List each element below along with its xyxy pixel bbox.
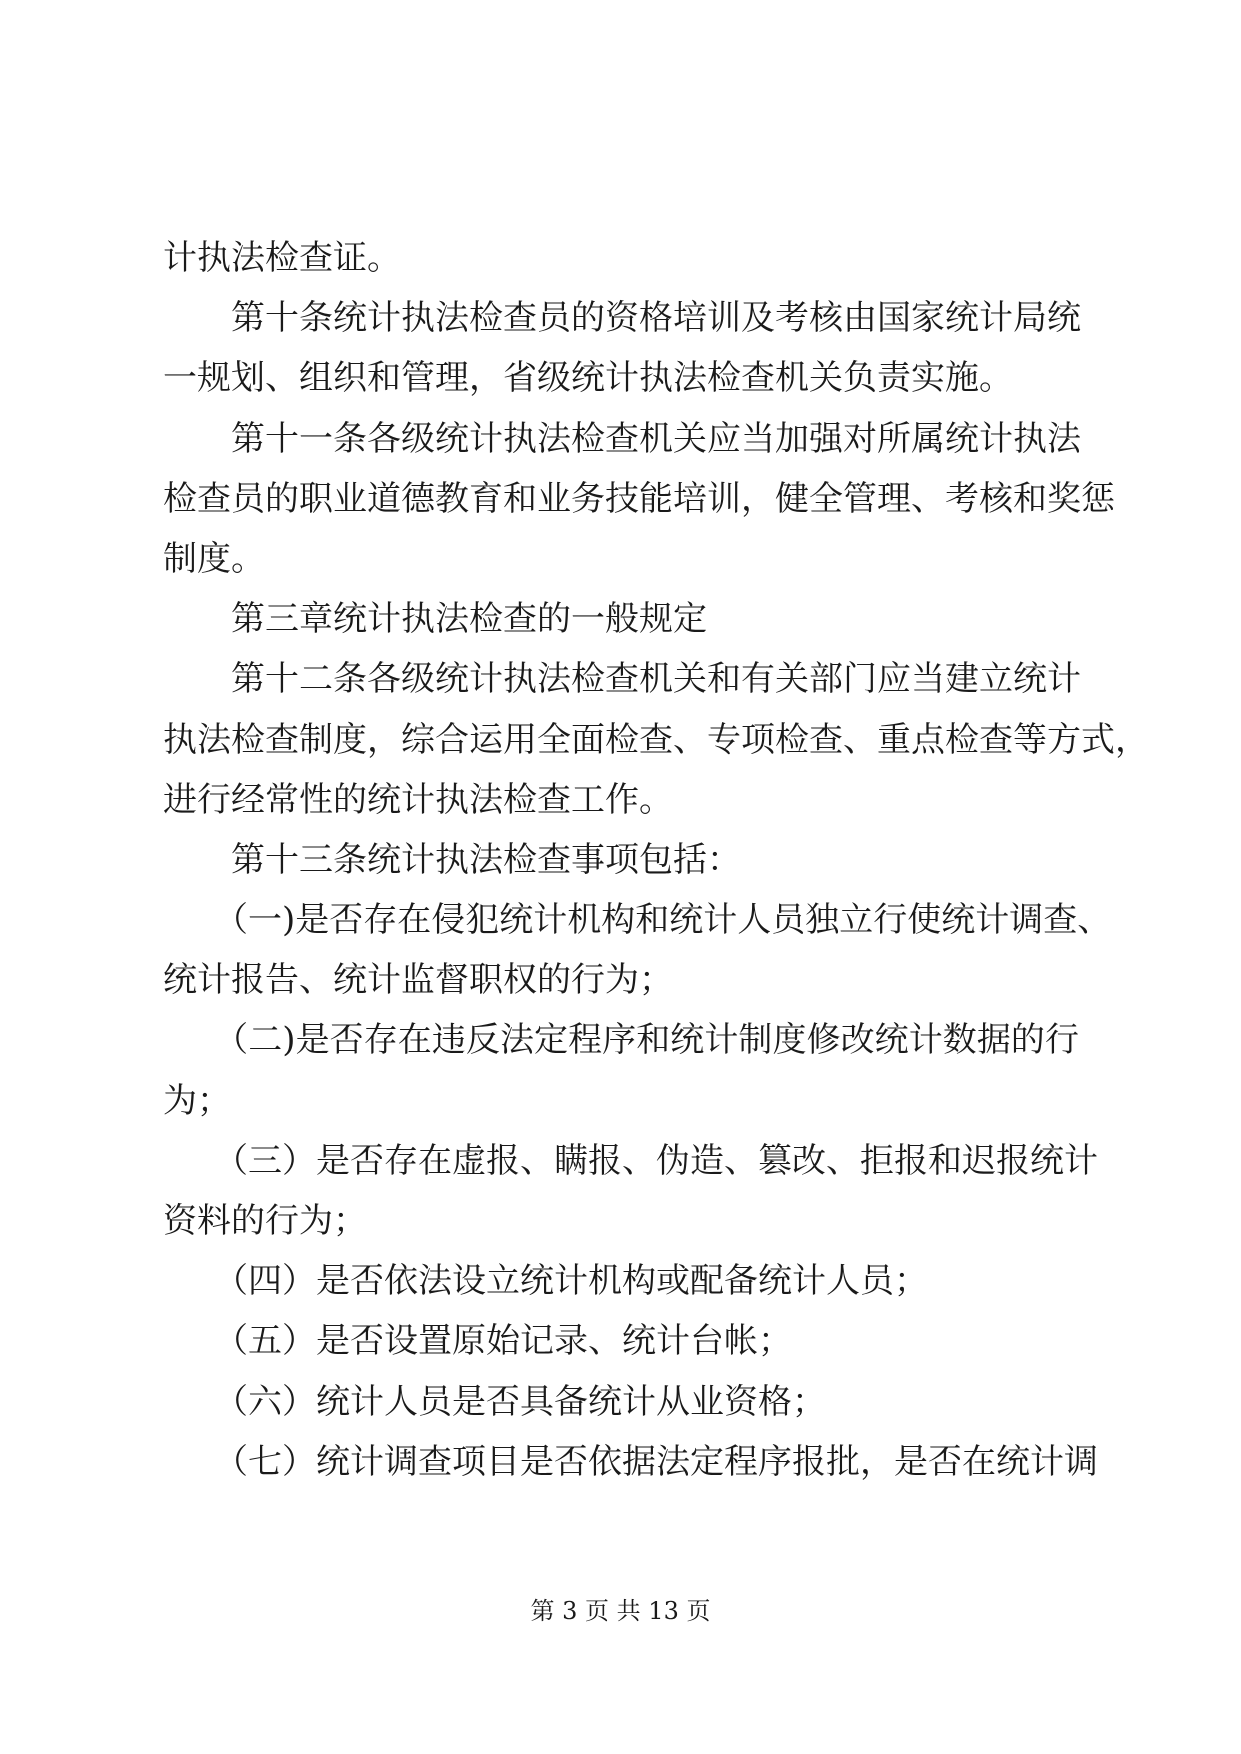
text-line: 进行经常性的统计执法检查工作。 — [163, 779, 673, 820]
text-line: 检查员的职业道德教育和业务技能培训，健全管理、考核和奖惩 — [163, 478, 1115, 519]
text-line: 资料的行为； — [163, 1201, 367, 1241]
text-line: 为； — [163, 1080, 231, 1121]
text-line: 统计报告、统计监督职权的行为； — [163, 960, 673, 1001]
text-line: 制度。 — [163, 538, 265, 579]
page-footer: 第 3 页 共 13 页 — [530, 1597, 711, 1625]
text-line: （四）是否依法设立统计机构或配备统计人员； — [163, 1261, 928, 1302]
text-line: （七）统计调查项目是否依据法定程序报批，是否在统计调 — [163, 1441, 1098, 1482]
text-line: 第十三条统计执法检查事项包括： — [163, 839, 741, 880]
text-line: 执法检查制度，综合运用全面检查、专项检查、重点检查等方式， — [163, 719, 1149, 760]
text-line: 计执法检查证。 — [163, 238, 401, 278]
text-line: （六）统计人员是否具备统计从业资格； — [163, 1381, 826, 1422]
document-body — [163, 228, 1149, 1492]
text-line: （五）是否设置原始记录、统计台帐； — [163, 1321, 792, 1362]
text-line: （三）是否存在虚报、瞒报、伪造、篡改、拒报和迟报统计 — [163, 1140, 1098, 1181]
text-line: 第十二条各级统计执法检查机关和有关部门应当建立统计 — [163, 659, 1081, 700]
text-line: （一)是否存在侵犯统计机构和统计人员独立行使统计调查、 — [163, 900, 1112, 941]
text-line: 一规划、组织和管理，省级统计执法检查机关负责实施。 — [163, 358, 1013, 399]
text-line: （二)是否存在违反法定程序和统计制度修改统计数据的行 — [163, 1020, 1079, 1061]
text-line: 第十条统计执法检查员的资格培训及考核由国家统计局统 — [163, 298, 1081, 339]
chapter-heading: 第三章统计执法检查的一般规定 — [163, 599, 707, 640]
text-line: 第十一条各级统计执法检查机关应当加强对所属统计执法 — [163, 418, 1081, 459]
